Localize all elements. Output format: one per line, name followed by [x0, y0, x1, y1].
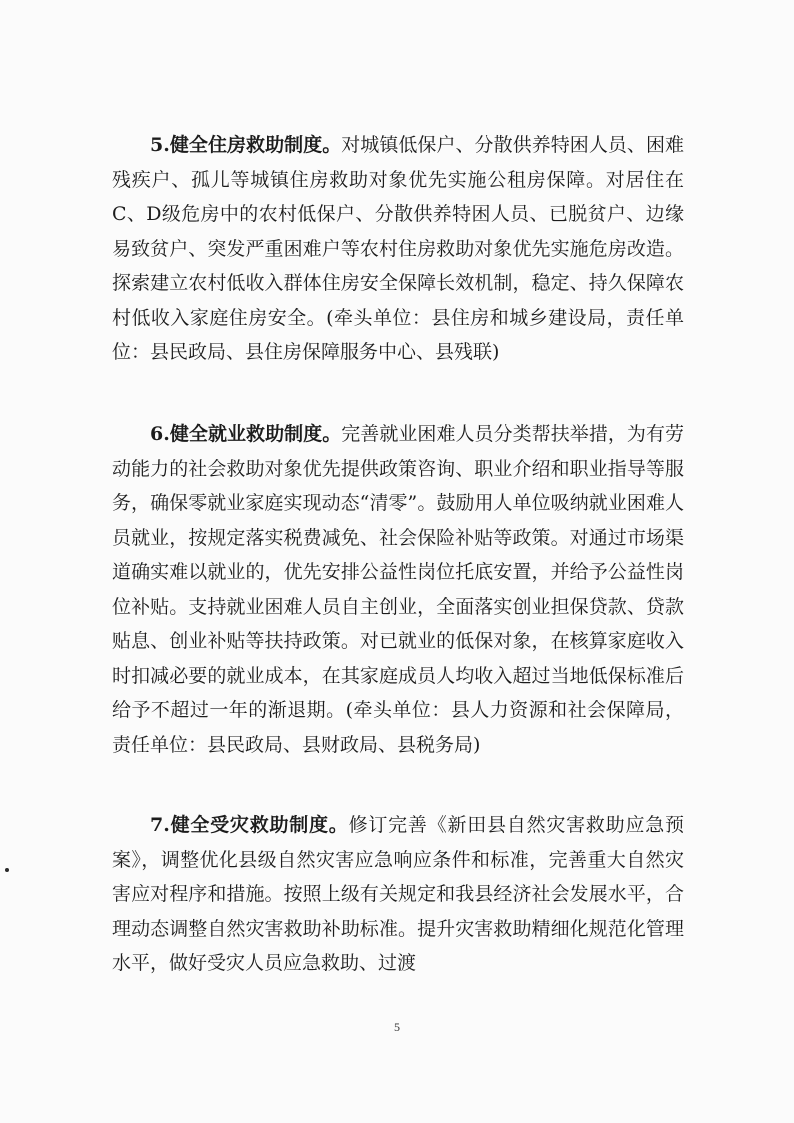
employment-assistance-heading: 6.健全就业救助制度。 [150, 423, 342, 445]
disaster-assistance-body: 修订完善《新田县自然灾害救助应急预案》，调整优化县级自然灾害应急响应条件和标准，完善重大自然灾害应对程序和措施。按照上级有关规定和我县经济社会发展水平，合理动态调整自然灾害救助补助标准。提升灾害救助精细化规范化管理水平，做好受灾人员应急救助、过渡 [112, 814, 684, 974]
employment-assistance-paragraph [112, 417, 684, 762]
housing-assistance-heading: 5.健全住房救助制度。 [150, 134, 342, 156]
employment-assistance-body: 完善就业困难人员分类帮扶举措，为有劳动能力的社会救助对象优先提供政策咨询、职业介绍和职业指导等服务，确保零就业家庭实现动态“清零”。鼓励用人单位吸纳就业困难人员就业，按规定落实税费减免、社会保险补贴等政策。对通过市场渠道确实难以就业的，优先安排公益性岗位托底安置，并给予公益性岗位补贴。支持就业困难人员自主创业，全面落实创业担保贷款、贷款贴息、创业补贴等扶持政策。对已就业的低保对象，在核算家庭收入时扣减必要的就业成本，在其家庭成员人均收入超过当地低保标准后给予不超过一年的渐退期。(牵头单位：县人力资源和社会保障局，责任单位：县民政局、县财政局、县税务局) [112, 423, 684, 756]
housing-assistance-body: 对城镇低保户、分散供养特困人员、困难残疾户、孤儿等城镇住房救助对象优先实施公租房保障。对居住在C、D级危房中的农村低保户、分散供养特困人员、已脱贫户、边缘易致贫户、突发严重困难户等农村住房救助对象优先实施危房改造。探索建立农村低收入群体住房安全保障长效机制，稳定、持久保障农村低收入家庭住房安全。(牵头单位：县住房和城乡建设局，责任单位：县民政局、县住房保障服务中心、县残联) [112, 134, 684, 363]
disaster-assistance-paragraph [112, 808, 684, 981]
scan-mark [5, 868, 9, 872]
housing-assistance-paragraph [112, 128, 684, 370]
disaster-assistance-heading: 7.健全受灾救助制度。 [150, 814, 349, 836]
page-number: 5 [394, 1020, 400, 1034]
